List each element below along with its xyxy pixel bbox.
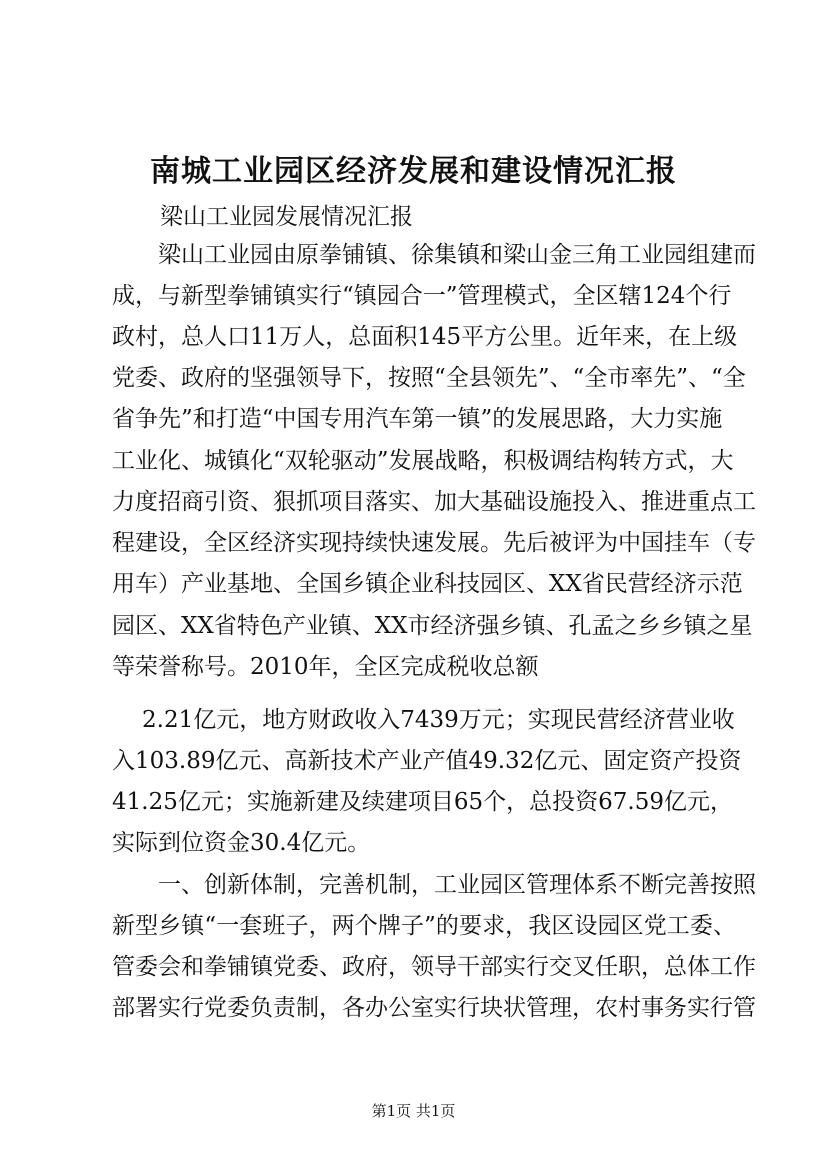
paragraph-1-line-6: 工业化、城镇化“双轮驱动”发展战略，积极调结构转方式，大: [112, 448, 734, 474]
paragraph-2-line-1: 2.21亿元，地方财政收入7439万元；实现民营经济营业收: [142, 707, 735, 733]
paragraph-1-line-9: 用车）产业基地、全国乡镇企业科技园区、XX省民营经济示范: [112, 571, 743, 597]
paragraph-1-line-1: 梁山工业园由原拳铺镇、徐集镇和梁山金三角工业园组建而: [158, 242, 756, 268]
paragraph-2-line-2: 入103.89亿元、高新技术产业产值49.32亿元、固定资产投资: [112, 748, 742, 774]
paragraph-1-line-7: 力度招商引资、狠抓项目落实、加大基础设施投入、推进重点工: [112, 489, 756, 515]
paragraph-3-line-1: 一、创新体制，完善机制，工业园区管理体系不断完善按照: [158, 872, 756, 898]
paragraph-2-line-4: 实际到位资金30.4亿元。: [112, 830, 371, 856]
paragraph-3-line-2: 新型乡镇“一套班子，两个牌子”的要求，我区设园区党工委、: [112, 913, 736, 939]
paragraph-3-line-3: 管委会和拳铺镇党委、政府，领导干部实行交叉任职，总体工作: [112, 954, 756, 980]
paragraph-1-line-2: 成，与新型拳铺镇实行“镇园合一”管理模式，全区辖124个行: [112, 283, 732, 309]
paragraph-2-line-3: 41.25亿元；实施新建及续建项目65个，总投资67.59亿元，: [112, 789, 733, 815]
paragraph-3-line-4: 部署实行党委负责制，各办公室实行块状管理，农村事务实行管: [112, 995, 756, 1021]
paragraph-1-line-8: 程建设，全区经济实现持续快速发展。先后被评为中国挂车（专: [112, 530, 756, 556]
document-title: 南城工业园区经济发展和建设情况汇报: [150, 154, 677, 189]
paragraph-1-line-10: 园区、XX省特色产业镇、XX市经济强乡镇、孔孟之乡乡镇之星: [112, 613, 753, 639]
paragraph-1-line-3: 政村，总人口11万人，总面积145平方公里。近年来，在上级: [112, 324, 738, 350]
page-footer: 第1页 共1页: [371, 1102, 456, 1120]
paragraph-1-line-11: 等荣誉称号。2010年，全区完成税收总额: [112, 654, 539, 680]
document-subtitle: 梁山工业园发展情况汇报: [160, 204, 413, 230]
paragraph-1-line-4: 党委、政府的坚强领导下，按照“全县领先”、“全市率先”、“全: [112, 365, 746, 391]
paragraph-1-line-5: 省争先”和打造“中国专用汽车第一镇”的发展思路，大力实施: [112, 406, 723, 432]
